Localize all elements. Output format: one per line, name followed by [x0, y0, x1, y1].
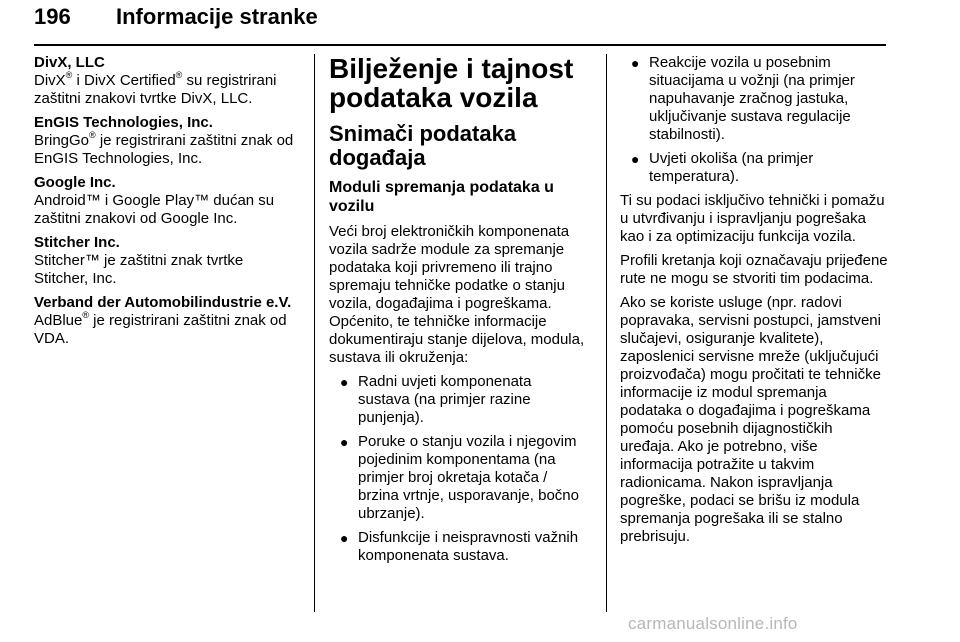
column-divider-2: [606, 54, 607, 612]
watermark: carmanualsonline.info: [628, 614, 798, 633]
list-item-text: Uvjeti okoliša (na primjer temperatura).: [649, 150, 814, 185]
entry-text: Android™ i Google Play™ dućan su zaštitni znakovi od Google Inc.: [34, 192, 275, 227]
paragraph: Ti su podaci isključivo tehnički i pomažu u utvrđivanju i ispravljanju pogrešaka kao i za optimizaciju funkcija vozila.: [620, 192, 885, 245]
registered-mark: ®: [175, 70, 183, 80]
list-item: [620, 150, 888, 186]
registered-mark: ®: [89, 130, 96, 140]
bullet-list: [329, 373, 587, 565]
text-segment: su registrirani zaštitni znakovi tvrtke DivX, LLC.: [34, 72, 277, 107]
list-item: [329, 433, 587, 523]
bullet-icon: ●: [631, 55, 640, 71]
entry-text: [34, 312, 300, 348]
paragraph: Profili kretanja koji označavaju prijeđene rute ne mogu se stvoriti tim podacima.: [620, 252, 888, 287]
entry-title: DivX, LLC: [34, 54, 105, 71]
trademark-entry: [34, 114, 300, 168]
list-item: [329, 373, 587, 427]
bullet-icon: ●: [631, 151, 640, 167]
list-item: [620, 54, 888, 144]
bullet-icon: ●: [340, 530, 349, 546]
subsection-heading: Snimači podataka događaja: [329, 121, 517, 170]
trademark-entry: [34, 294, 300, 348]
text-segment: je registrirani zaštitni znak od EnGIS Technologies, Inc.: [34, 132, 294, 167]
bullet-icon: ●: [340, 374, 349, 390]
column-continued: [620, 54, 888, 552]
section-heading: Bilježenje i tajnost podataka vozila: [329, 53, 574, 113]
column-data-recording: [329, 54, 587, 571]
bullet-list: [620, 54, 888, 186]
page-header: [34, 4, 886, 44]
trademark-entry: [34, 174, 300, 228]
column-divider-1: [314, 54, 315, 612]
entry-title: Stitcher Inc.: [34, 234, 120, 251]
registered-mark: ®: [65, 70, 73, 80]
bullet-icon: ●: [340, 434, 349, 450]
text-segment: AdBlue: [34, 312, 83, 329]
text-segment: BringGo: [34, 132, 90, 149]
topic-heading: Moduli spremanja podataka u vozilu: [329, 179, 554, 215]
list-item-text: Disfunkcije i neispravnosti važnih komponenata sustava.: [358, 529, 579, 564]
running-title: Informacije stranke: [116, 4, 318, 29]
list-item-text: Poruke o stanju vozila i njegovim pojedinim komponentama (na primjer broj okretaja kotača / brzina vrtnje, usporavanje, bočno ubrzanje).: [358, 433, 579, 522]
page-number: 196: [34, 4, 71, 29]
entry-text: Stitcher™ je zaštitni znak tvrtke Stitcher, Inc.: [34, 252, 244, 287]
list-item-text: Radni uvjeti komponenata sustava (na primjer razine punjenja).: [358, 373, 532, 426]
text-segment: DivX: [34, 72, 66, 89]
entry-text: [34, 132, 300, 168]
trademark-entry: [34, 54, 300, 108]
entry-title: EnGIS Technologies, Inc.: [34, 114, 213, 131]
text-segment: i DivX Certified: [72, 72, 176, 89]
intro-paragraph: Veći broj elektroničkih komponenata vozila sadrže module za spremanje podataka koji privremeno ili trajno spremaju tehničke podatke o stanju vozila, događajima i pogreškama. Općenito, te tehničke informacije dokumentiraju stanje dijelova, modula, sustava ili okruženja:: [329, 223, 585, 366]
registered-mark: ®: [82, 310, 90, 320]
entry-text: [34, 72, 300, 108]
trademark-entry: [34, 234, 300, 288]
list-item-text: Reakcije vozila u posebnim situacijama u vožnji (na primjer napuhavanje zračnog jastuka, uključivanje sustava regulacije stabilnosti).: [649, 54, 855, 143]
text-segment: je registrirani zaštitni znak od VDA.: [34, 312, 287, 347]
header-rule: [34, 44, 886, 46]
paragraph: Ako se koriste usluge (npr. radovi popravaka, servisni postupci, jamstveni slučajevi, osiguranje kvalitete), zaposlenici servisne mreže (uključujući proizvođača) mogu pročitati te tehničke informacije iz modul spremanja podataka o događajima i pogreškama pomoću posebnih dijagnostičkih uređaja. Ako je potrebno, više informacija potražite u takvim radionicama. Nakon ispravljanja pogreške, podaci se brišu iz modula spremanja pogrešaka ili se stalno prebrisuju.: [620, 294, 881, 545]
column-trademarks: [34, 54, 300, 354]
list-item: [329, 529, 587, 565]
entry-title: Verband der Automobilindustrie e.V.: [34, 294, 292, 311]
entry-title: Google Inc.: [34, 174, 116, 191]
